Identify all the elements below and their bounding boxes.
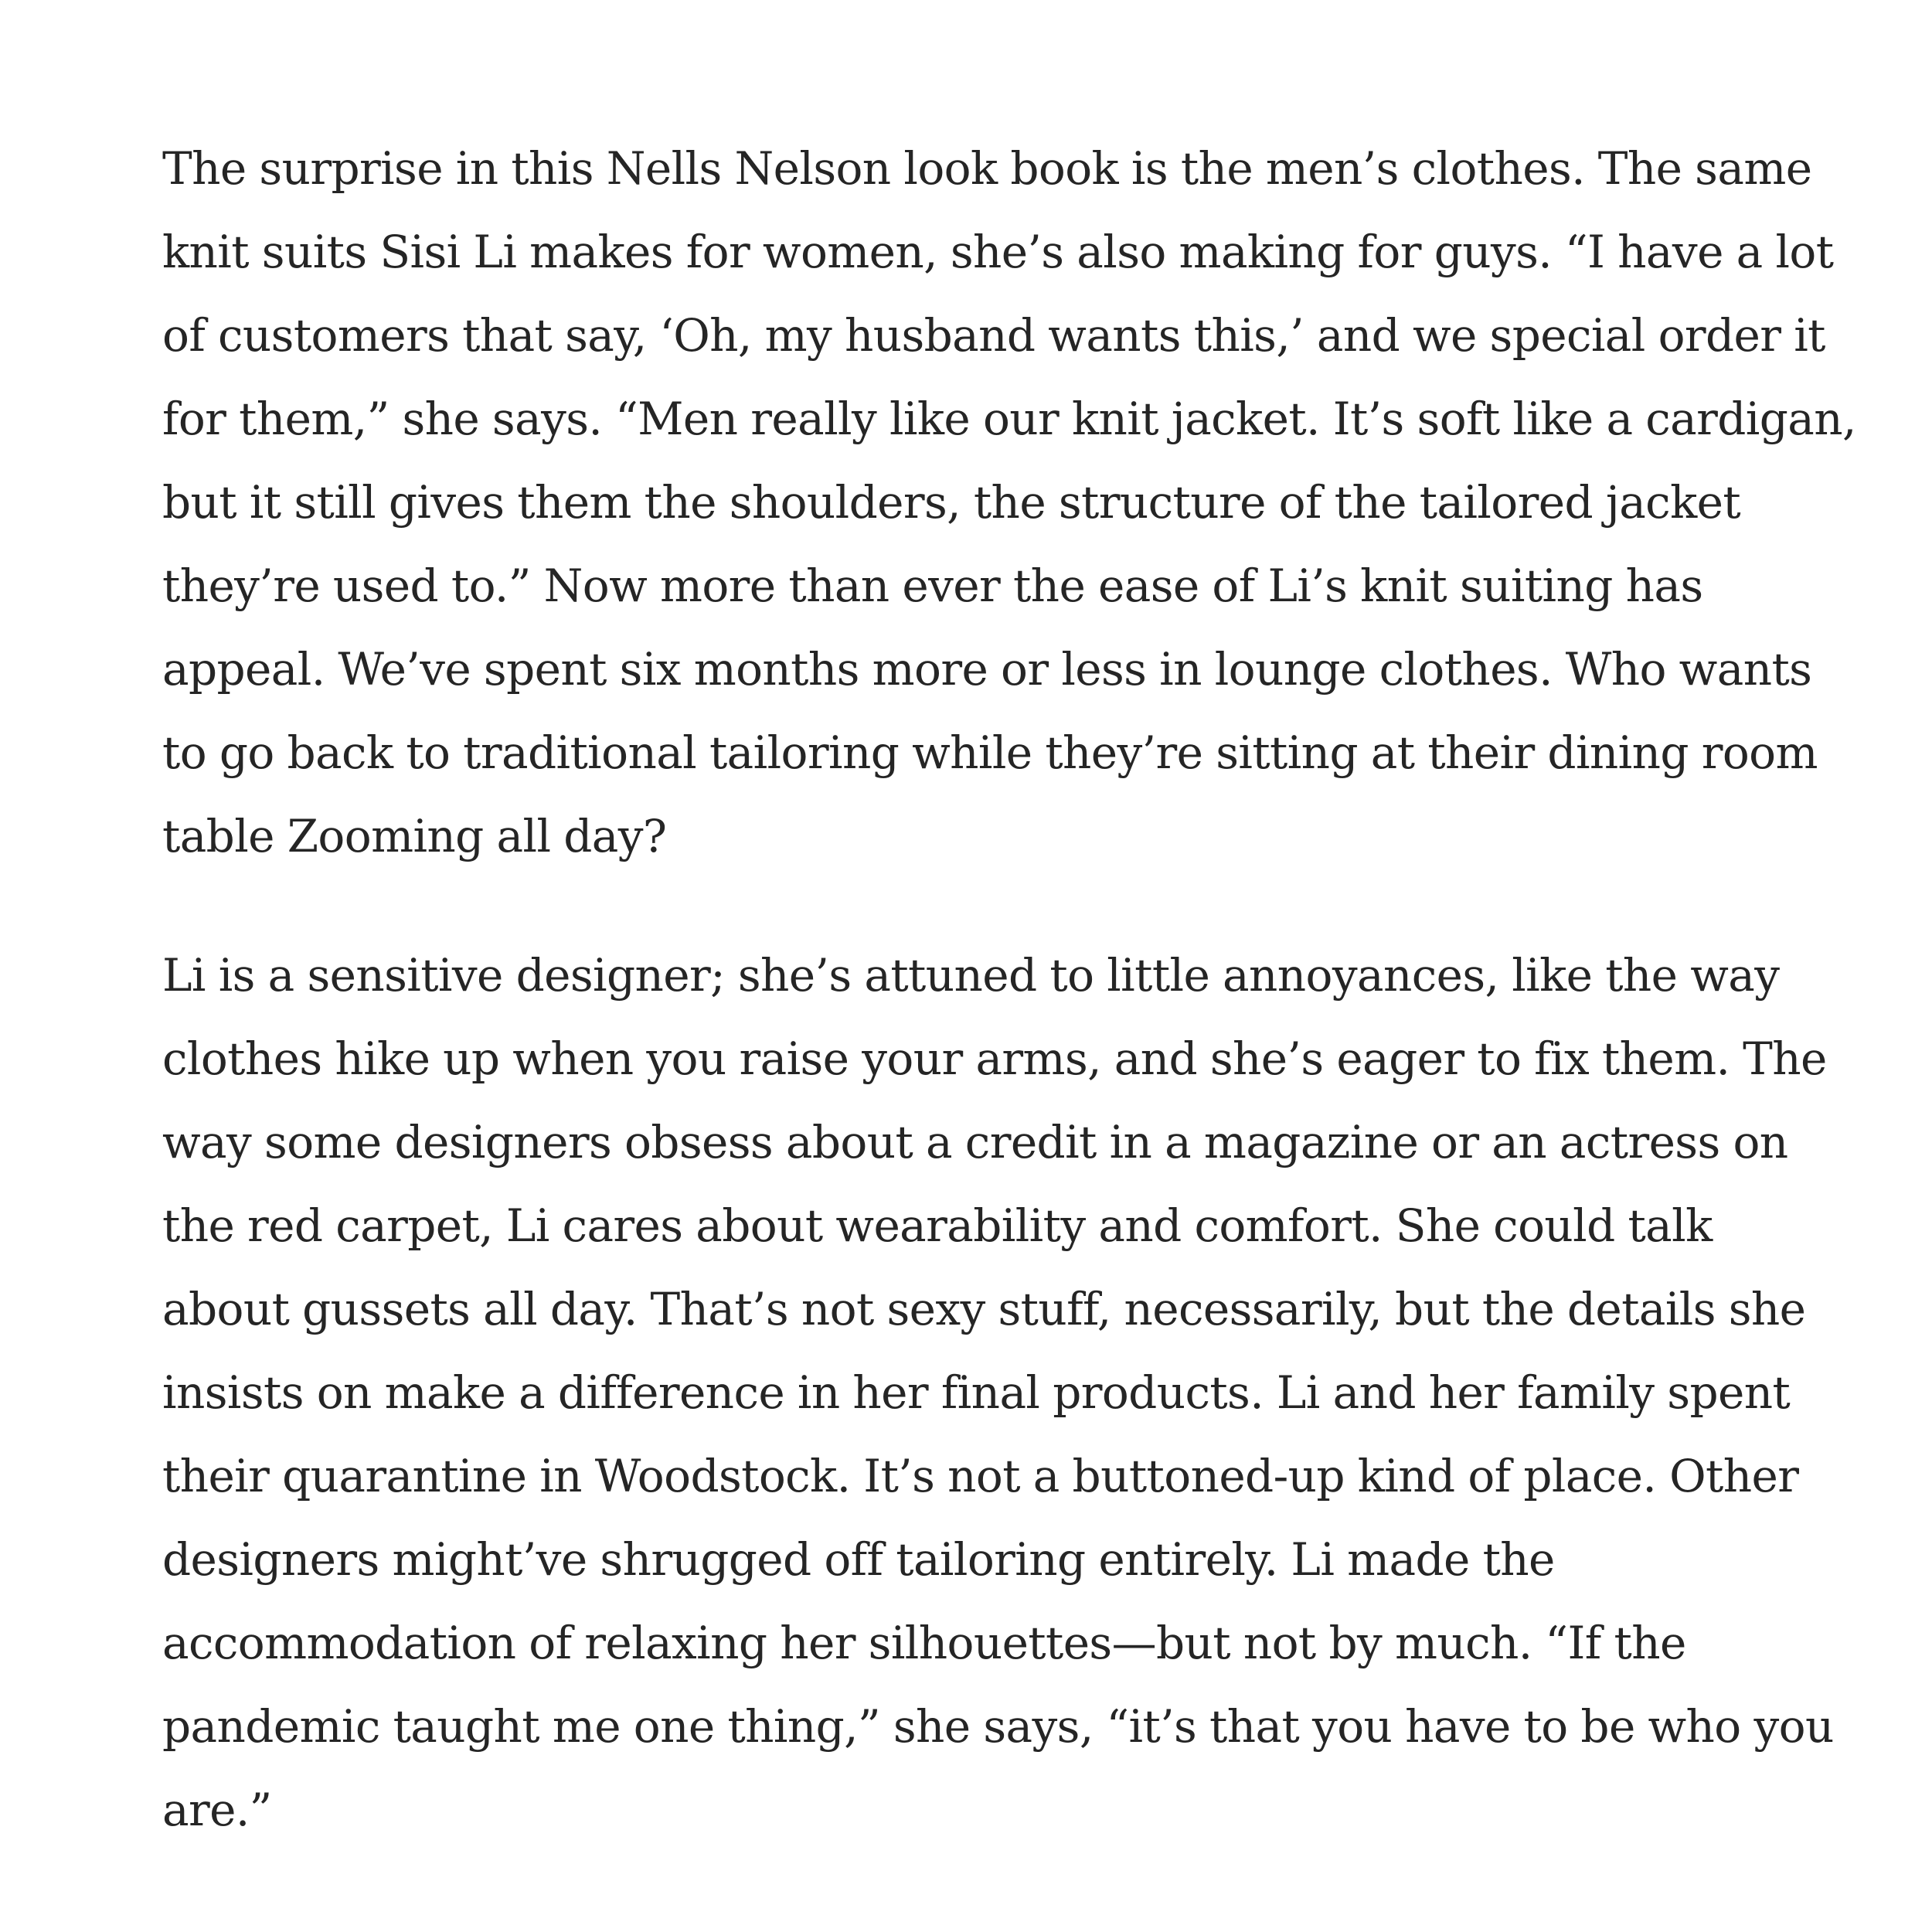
paragraph-line: The surprise in this Nells Nelson look book is the men’s clothes. The same bbox=[162, 142, 1812, 195]
paragraph-line: designers might’ve shrugged off tailoring entirely. Li made the bbox=[162, 1533, 1555, 1586]
paragraph-line: clothes hike up when you raise your arms, and she’s eager to fix them. The bbox=[162, 1032, 1827, 1085]
paragraph-line: the red carpet, Li cares about wearability and comfort. She could talk bbox=[162, 1199, 1713, 1252]
paragraph-line: for them,” she says. “Men really like our knit jacket. It’s soft like a cardigan, bbox=[162, 393, 1856, 445]
paragraph-line: insists on make a difference in her final products. Li and her family spent bbox=[162, 1366, 1791, 1419]
paragraph-2 bbox=[162, 934, 1834, 1852]
paragraph-line: of customers that say, ‘Oh, my husband wants this,’ and we special order it bbox=[162, 309, 1825, 362]
paragraph-line: pandemic taught me one thing,” she says, “it’s that you have to be who you bbox=[162, 1700, 1834, 1753]
paragraph-line: they’re used to.” Now more than ever the ease of Li’s knit suiting has bbox=[162, 560, 1703, 612]
article-body bbox=[162, 127, 1856, 1852]
paragraph-line: Li is a sensitive designer; she’s attuned to little annoyances, like the way bbox=[162, 949, 1780, 1002]
paragraph-line: their quarantine in Woodstock. It’s not a buttoned-up kind of place. Other bbox=[162, 1450, 1799, 1502]
paragraph-line: table Zooming all day? bbox=[162, 810, 667, 862]
paragraph-1 bbox=[162, 127, 1856, 878]
paragraph-line: to go back to traditional tailoring while they’re sitting at their dining room bbox=[162, 726, 1818, 779]
paragraph-line: are.” bbox=[162, 1784, 272, 1836]
paragraph-line: way some designers obsess about a credit in a magazine or an actress on bbox=[162, 1116, 1788, 1168]
paragraph-line: about gussets all day. That’s not sexy stuff, necessarily, but the details she bbox=[162, 1283, 1806, 1335]
paragraph-line: appeal. We’ve spent six months more or less in lounge clothes. Who wants bbox=[162, 643, 1812, 696]
paragraph-line: accommodation of relaxing her silhouettes—but not by much. “If the bbox=[162, 1617, 1686, 1669]
paragraph-line: knit suits Sisi Li makes for women, she’s also making for guys. “I have a lot bbox=[162, 226, 1834, 278]
paragraph-line: but it still gives them the shoulders, the structure of the tailored jacket bbox=[162, 476, 1741, 529]
